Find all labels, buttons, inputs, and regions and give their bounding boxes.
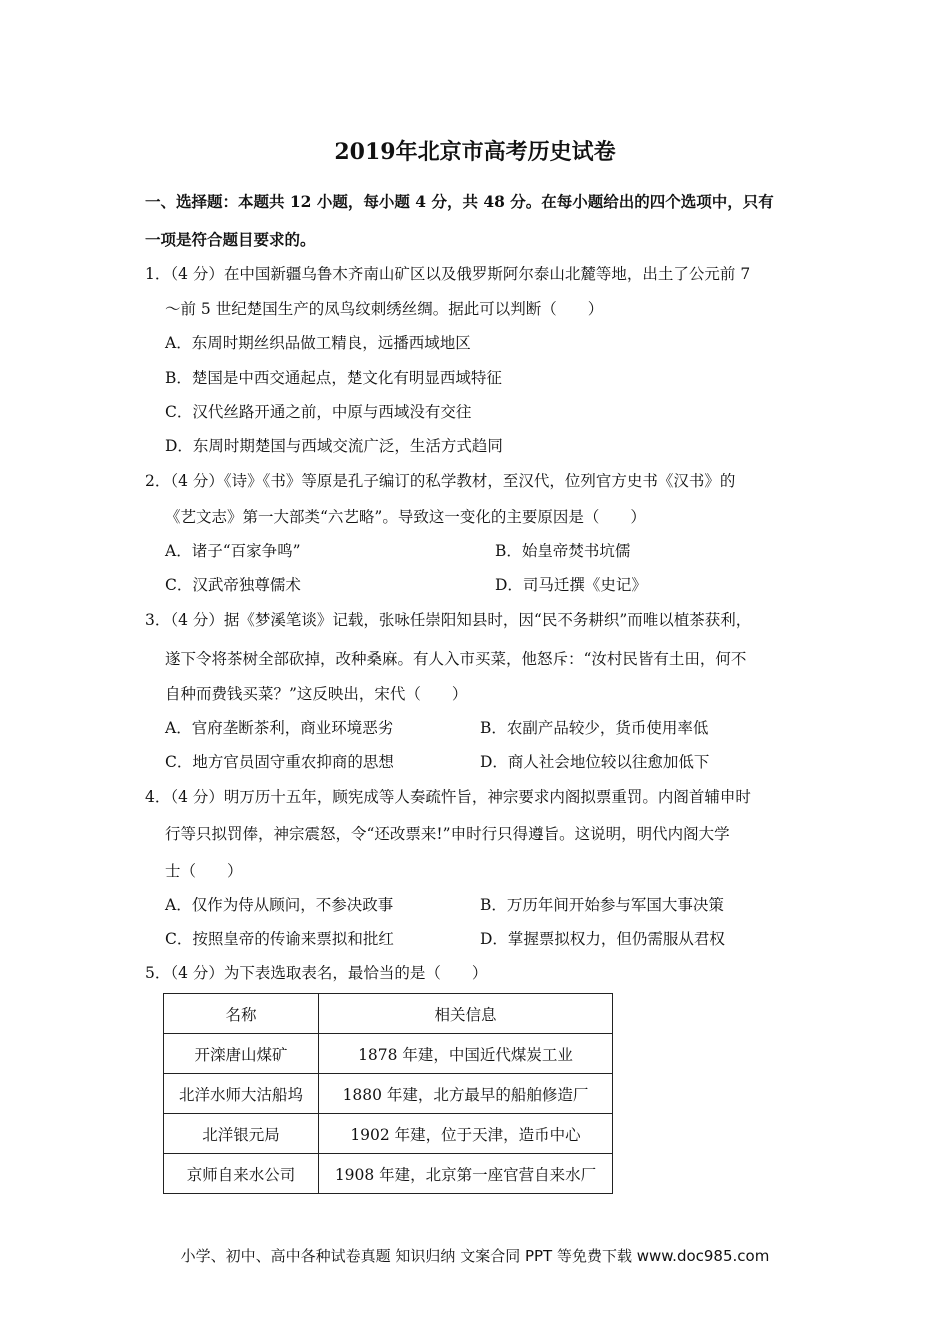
question-4-option-a: A．仅作为侍从顾问，不参决政事 xyxy=(165,896,394,914)
question-5-stem: 5．（4 分）为下表选取表名，最恰当的是（ ） xyxy=(145,964,488,982)
table-header-name: 名称 xyxy=(164,994,319,1034)
question-3-option-b: B．农副产品较少，货币使用率低 xyxy=(480,719,709,737)
question-4-stem: 4．（4 分）明万历十五年，顾宪成等人奏疏忤旨，神宗要求内阁拟票重罚。内阁首辅申时 xyxy=(145,788,751,806)
table-row xyxy=(164,1074,613,1114)
question-2-option-b: B．始皇帝焚书坑儒 xyxy=(495,542,631,560)
question-3-option-d: D．商人社会地位较以往愈加低下 xyxy=(480,753,710,771)
question-3-option-c: C．地方官员固守重农抑商的思想 xyxy=(165,753,394,771)
question-2-stem-cont: 《艺文志》第一大部类“六艺略”。导致这一变化的主要原因是（ ） xyxy=(165,508,646,526)
table-cell-info: 1908 年建，北京第一座官营自来水厂 xyxy=(319,1154,613,1194)
footer-banner: 小学、初中、高中各种试卷真题 知识归纳 文案合同 PPT 等免费下载 www.doc985.com xyxy=(180,1247,770,1265)
section-heading-line-1: 一、选择题：本题共 12 小题，每小题 4 分，共 48 分。在每小题给出的四个选项中，只有 xyxy=(145,192,774,211)
table-row xyxy=(164,1034,613,1074)
table-cell-info: 1880 年建，北方最早的船舶修造厂 xyxy=(319,1074,613,1114)
table-row xyxy=(164,1114,613,1154)
question-4-stem-cont-1: 行等只拟罚俸，神宗震怒，令“还改票来!”申时行只得遵旨。这说明，明代内阁大学 xyxy=(165,825,730,843)
question-2-option-d: D．司马迁撰《史记》 xyxy=(495,576,647,594)
table-cell-name: 京师自来水公司 xyxy=(164,1154,319,1194)
question-2-option-a: A．诸子“百家争鸣” xyxy=(165,542,301,560)
question-2-stem: 2．（4 分）《诗》《书》等原是孔子编订的私学教材，至汉代，位列官方史书《汉书》的 xyxy=(145,472,736,490)
question-2-option-c: C．汉武帝独尊儒术 xyxy=(165,576,301,594)
question-1-option-a: A．东周时期丝织品做工精良，远播西域地区 xyxy=(165,334,471,352)
table-header-row xyxy=(164,994,613,1034)
question-4-option-b: B．万历年间开始参与军国大事决策 xyxy=(480,896,724,914)
question-4-stem-cont-2: 士（ ） xyxy=(165,862,243,880)
question-3-stem-cont-1: 遂下令将茶树全部砍掉，改种桑麻。有人入市买菜，他怒斥：“汝村民皆有土田，何不 xyxy=(165,650,747,668)
question-1-option-d: D．东周时期楚国与西域交流广泛，生活方式趋同 xyxy=(165,437,503,455)
question-1-option-c: C．汉代丝路开通之前，中原与西域没有交往 xyxy=(165,403,472,421)
info-table xyxy=(163,993,613,1194)
table-cell-name: 北洋银元局 xyxy=(164,1114,319,1154)
question-1-stem: 1．（4 分）在中国新疆乌鲁木齐南山矿区以及俄罗斯阿尔泰山北麓等地，出土了公元前 7 xyxy=(145,265,751,283)
table-cell-info: 1902 年建，位于天津，造币中心 xyxy=(319,1114,613,1154)
question-1-stem-cont: ～前 5 世纪楚国生产的凤鸟纹刺绣丝绸。据此可以判断（ ） xyxy=(165,300,604,318)
table-header-info: 相关信息 xyxy=(319,994,613,1034)
table-cell-name: 开滦唐山煤矿 xyxy=(164,1034,319,1074)
question-3-stem: 3．（4 分）据《梦溪笔谈》记载，张咏任崇阳知县时，因“民不务耕织”而唯以植茶获利， xyxy=(145,611,752,629)
question-4-option-d: D．掌握票拟权力，但仍需服从君权 xyxy=(480,930,725,948)
table-row xyxy=(164,1154,613,1194)
question-3-stem-cont-2: 自种而费钱买菜？”这反映出，宋代（ ） xyxy=(165,685,468,703)
section-heading-line-2: 一项是符合题目要求的。 xyxy=(145,230,316,249)
question-4-option-c: C．按照皇帝的传谕来票拟和批红 xyxy=(165,930,394,948)
question-1-option-b: B．楚国是中西交通起点，楚文化有明显西域特征 xyxy=(165,369,502,387)
page-title: 2019年北京市高考历史试卷 xyxy=(334,139,616,165)
question-3-option-a: A．官府垄断茶利，商业环境恶劣 xyxy=(165,719,394,737)
table-cell-name: 北洋水师大沽船坞 xyxy=(164,1074,319,1114)
table-cell-info: 1878 年建，中国近代煤炭工业 xyxy=(319,1034,613,1074)
